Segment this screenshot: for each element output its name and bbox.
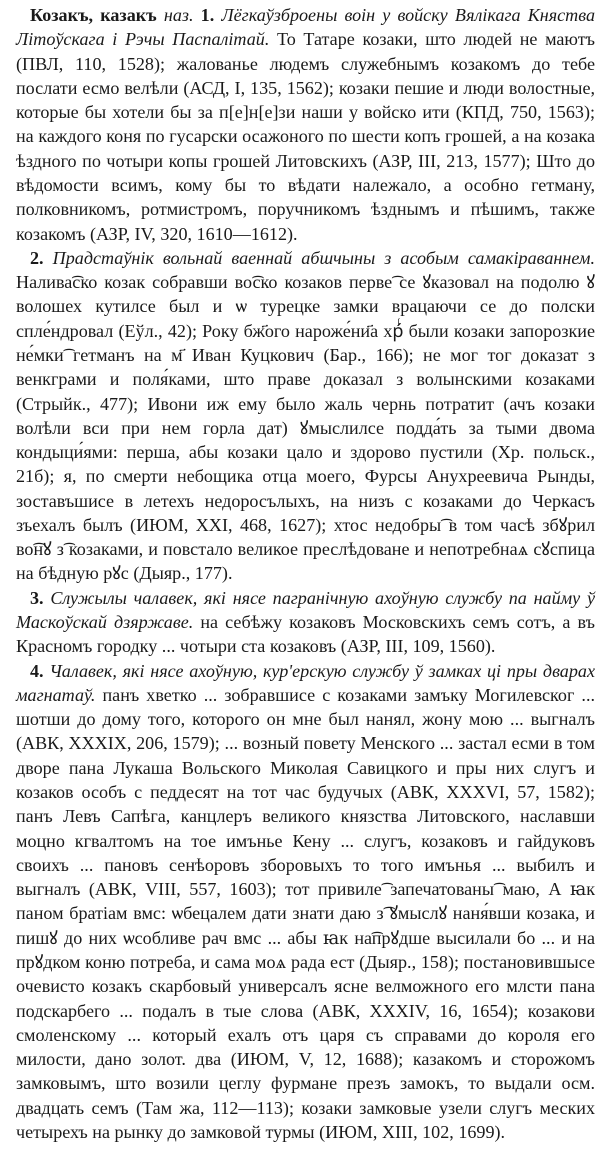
sense-definition: Лёгкаўзброены воін у войску Вялікага Княства Літоўскага і Рэчы Паспалітай.: [16, 5, 596, 50]
sense-number: 2.: [30, 247, 44, 268]
sense-definition: Чалавек, які нясе ахоўную, кур'ерскую службу ў замках ці пры дварах магнатаў.: [16, 660, 595, 705]
entry-sense-2: [16, 246, 595, 586]
sense-citations: панъ хветко ... зобравшисе с козаками замъку Могилевског ... шотши до дому того, которого он мне был нанял, жону мою ... выгналъ (АВК, XXXIX, 206, 1579); ... возный повету Менского ... застал есми в том дворе пана Лукаша Вольского Миколая Савицкого и пры них слугъ и козаков особъ с педдесят на тот час будучых (АВК, XXXVI, 57, 1582); панъ Левъ Сапѣга, канцлеръ великого князства Литовского, наславши моцно кгвалтомъ на тое имънье Кену ... слугъ, козаковъ и гайдуковъ своихъ ... пановъ сенѣоровъ зборовыхъ то того имънья ... выбилъ и выгналъ (АВК, VIII, 557, 1603); тот привиле͡ запечатованы͡ маю, А ꙗк паном братіам вмс: ѡбецалем дати знати даю з͡ ꙋмыслꙋ наня́вши козака, и пишꙋ до них ѡсобливе рач вмс ... абы ꙗк на͡прꙋдше высилали бо ... и на прꙋдком коню потреба, и сама моѧ рада ест (Дыяр., 158); постановившысе очевисто козакъ скарбовый универсалъ ясне велможного его млсти пана подскарбего ... подалъ в тые слова (АВК, XXXIV, 16, 1654); козакови смоленскому ... который ехалъ отъ царя съ справами до короля его милости, дано золот. два (ИЮМ, V, 12, 1688); казакомъ и сторожомъ замковымъ, што возили цеглу фурмане презъ замокъ, то выдали осм. двадцать семъ (Там жа, 112—113); козаки замковые узели слугъ меских четырехъ на рынку до замковой турмы (ИЮМ, XIII, 102, 1699).: [16, 684, 596, 1142]
sense-number: 3.: [30, 587, 44, 608]
headword: Козакъ, казакъ: [30, 5, 157, 25]
sense-citations: Налива͡ско козак собравши во͡ско козаков перве͡ се ꙋказовал на подолю ꙋ волошех кутилсе был и ѡ турецке замки врацаючи се до полски спле́ндровал (Еўл., 42); Року бж҃ого нароже́ни҃а хрᷯ́ были козаки запорозкие не́мки͡ гетманъ на м҃ Иван Куцкович (Бар., 166); не мог тог доказат з венкграми и поля́ками, што праве доказал з волынскими козаками (Стрыйк., 477); Ивони иж ему было жаль чернь потратит (ачъ козаки волѣли вси при нем горла дат) ꙋмыслилсе подда́ть за тыми двома кондыци́ями: перша, абы козаки цало и здорово пустили (Хр. польск., 21б); я, по смерти небощика отца моего, Фурсы Анухреевича Рынды, зоставъшисе в летехъ недоросълыхъ, на низъ с козаками до Черкасъ зъехалъ былъ (ИЮМ, XXI, 468, 1627); хтос недобры͡ в том часѣ збꙋрил во͡нꙋ з͡ козаками, и повстало великое преслѣдоване и непотребнаѧ сꙋспица на бѣдную рꙋс (Дыяр., 177).: [16, 272, 595, 584]
sense-number: 4.: [30, 660, 44, 681]
sense-citations: То Татаре козаки, што людей не маютъ (ПВЛ, 110, 1528); жалованье людемъ служебнымъ козакомъ до тебе послати есмо велѣли (АСД, I, 135, 1562); козаки пешие и люди волостные, которые бы хотели бы за п[е]н[е]зи наши у войско ити (КПД, 750, 1563); на каждого коня по гусарски осажоного по шести копъ грошей, а на козака ѣздного по чотыри копы грошей Литовскихъ (АЗР, III, 213, 1577); Што до вѣдомости всимъ, кому бы то вѣдати належало, а особно гетману, полковникомъ, ротмистромъ, поручникомъ ѣзднымъ и пѣшимъ, также козакомъ (АЗР, IV, 320, 1610—1612).: [16, 29, 595, 244]
sense-definition: Служылы чалавек, які нясе пагранічную ахоўную службу па найму ў Маскоўскай дзяржаве.: [16, 587, 595, 633]
sense-citations: на себѣжу козаковъ Московскихъ семъ сотъ, а въ Красномъ городку ... чотыри ста козаковъ (АЗР, III, 109, 1560).: [16, 612, 595, 657]
grammar-label: наз.: [163, 5, 194, 25]
sense-number: 1.: [200, 5, 215, 25]
entry-sense-4: [16, 659, 595, 1145]
sense-definition: Прадстаўнік вольнай ваеннай абшчыны з асобым самакіраваннем.: [52, 247, 595, 268]
entry-sense-1: [16, 3, 595, 246]
entry-sense-3: [16, 586, 595, 659]
